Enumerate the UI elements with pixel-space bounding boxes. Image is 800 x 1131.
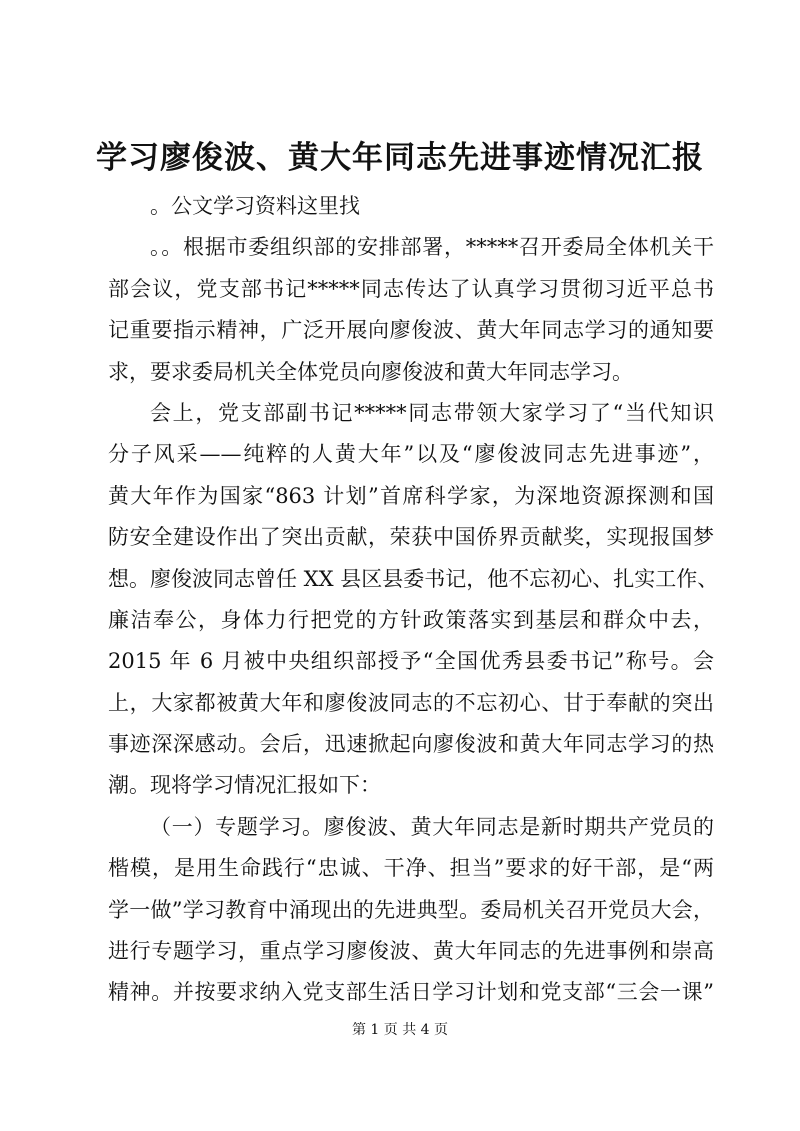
document-body bbox=[108, 186, 719, 1014]
body-line: 记重要指示精神，广泛开展向廖俊波、黄大年同志学习的通知要 bbox=[108, 318, 714, 343]
body-line: 求，要求委局机关全体党员向廖俊波和黄大年同志学习。 bbox=[108, 359, 633, 384]
body-line: 进行专题学习，重点学习廖俊波、黄大年同志的先进事例和崇高 bbox=[108, 939, 714, 964]
body-line: 会上，党支部副书记*****同志带领大家学习了“当代知识 bbox=[150, 400, 714, 425]
page-number-footer: 第 1 页 共 4 页 bbox=[351, 1022, 449, 1038]
body-line: 部会议，党支部书记*****同志传达了认真学习贯彻习近平总书 bbox=[108, 276, 714, 301]
body-line: 楷模，是用生命践行“忠诚、干净、担当”要求的好干部，是“两 bbox=[108, 856, 714, 881]
body-line: 。。根据市委组织部的安排部署，*****召开委局全体机关干 bbox=[150, 235, 714, 260]
body-line: （一）专题学习。廖俊波、黄大年同志是新时期共产党员的 bbox=[150, 814, 714, 839]
body-line: 廉洁奉公，身体力行把党的方针政策落实到基层和群众中去， bbox=[108, 607, 714, 632]
body-line: 事迹深深感动。会后，迅速掀起向廖俊波和黄大年同志学习的热 bbox=[108, 732, 714, 757]
body-line: 。公文学习资料这里找 bbox=[150, 194, 360, 218]
body-line: 潮。现将学习情况汇报如下： bbox=[108, 773, 381, 798]
body-line: 学一做”学习教育中涌现出的先进典型。委局机关召开党员大会， bbox=[108, 897, 714, 922]
body-line: 2015 年 6 月被中央组织部授予“全国优秀县委书记”称号。会 bbox=[108, 649, 714, 674]
body-line: 黄大年作为国家“863 计划”首席科学家，为深地资源探测和国 bbox=[108, 483, 714, 508]
body-line: 分子风采——纯粹的人黄大年”以及“廖俊波同志先进事迹”， bbox=[108, 442, 714, 467]
document-title: 学习廖俊波、黄大年同志先进事迹情况汇报 bbox=[96, 140, 704, 176]
body-line: 上，大家都被黄大年和廖俊波同志的不忘初心、甘于奉献的突出 bbox=[108, 690, 714, 715]
body-line: 防安全建设作出了突出贡献，荣获中国侨界贡献奖，实现报国梦 bbox=[108, 525, 714, 550]
body-line: 想。廖俊波同志曾任 XX 县区县委书记，他不忘初心、扎实工作、 bbox=[108, 566, 719, 591]
body-line: 精神。并按要求纳入党支部生活日学习计划和党支部“三会一课” bbox=[108, 980, 714, 1005]
